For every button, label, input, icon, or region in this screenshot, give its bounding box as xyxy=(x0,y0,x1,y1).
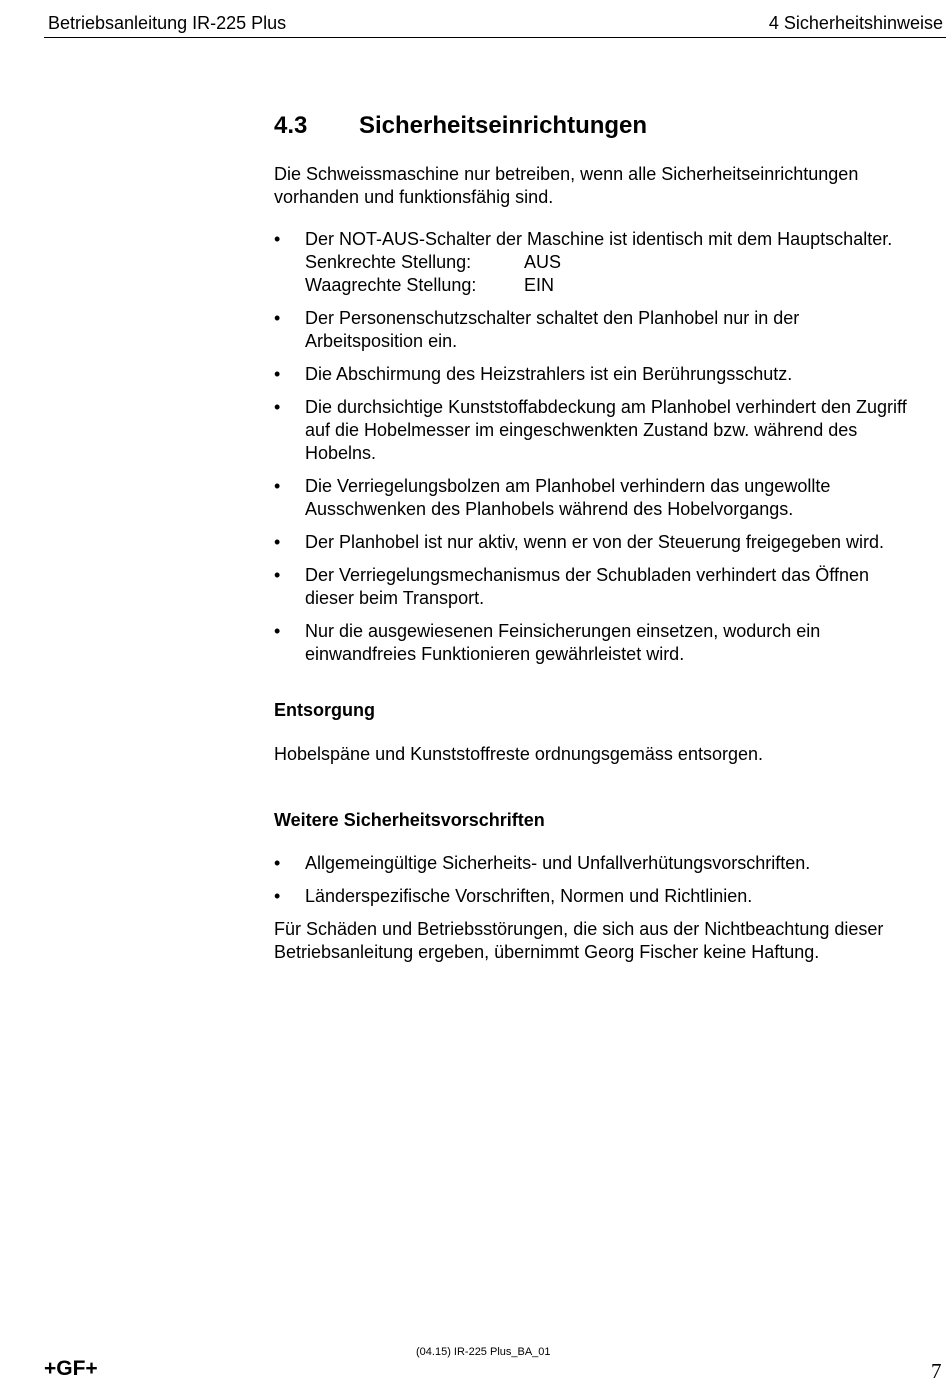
footer-document-code: (04.15) IR-225 Plus_BA_01 xyxy=(416,1346,551,1358)
switch-position-value: EIN xyxy=(524,275,555,295)
list-item xyxy=(274,564,934,610)
bullet-icon: • xyxy=(274,565,281,585)
bullet-icon: • xyxy=(274,886,281,906)
page-content xyxy=(274,108,934,964)
page-number: 7 xyxy=(931,1359,942,1383)
list-item xyxy=(274,396,934,465)
gf-logo: +GF+ xyxy=(44,1357,98,1380)
list-item xyxy=(274,531,934,554)
bullet-icon: • xyxy=(274,853,281,873)
bullet-icon: • xyxy=(274,229,281,249)
bullet-icon: • xyxy=(274,308,281,328)
disposal-heading: Entsorgung xyxy=(274,700,375,720)
list-item xyxy=(274,620,934,666)
section-title: Sicherheitseinrichtungen xyxy=(359,112,648,139)
disposal-text: Hobelspäne und Kunststoffreste ordnungsgemäss entsorgen. xyxy=(274,744,763,764)
list-item-text: Allgemeingültige Sicherheits- und Unfallverhütungsvorschriften. xyxy=(305,853,811,873)
list-item-text: Die durchsichtige Kunststoffabdeckung am Planhobel verhindert den Zugriff auf die Hobelmesser im eingeschwenkten Zustand bzw. während des Hobelns. xyxy=(305,397,907,463)
safety-devices-list xyxy=(274,228,934,666)
page-header xyxy=(44,0,946,38)
switch-position-label: Senkrechte Stellung: xyxy=(305,252,472,272)
list-item xyxy=(274,885,934,908)
section-intro: Die Schweissmaschine nur betreiben, wenn alle Sicherheitseinrichtungen vorhanden und funktionsfähig sind. xyxy=(274,164,859,207)
list-item-text: Nur die ausgewiesenen Feinsicherungen einsetzen, wodurch ein einwandfreies Funktionieren gewährleistet wird. xyxy=(305,621,821,664)
list-item-text: Die Abschirmung des Heizstrahlers ist ein Berührungsschutz. xyxy=(305,364,793,384)
liability-disclaimer: Für Schäden und Betriebsstörungen, die sich aus der Nichtbeachtung dieser Betriebsanleitung ergeben, übernimmt Georg Fischer keine Haftung. xyxy=(274,919,884,962)
bullet-icon: • xyxy=(274,397,281,417)
bullet-icon: • xyxy=(274,532,281,552)
header-chapter-title: 4 Sicherheitshinweise xyxy=(768,13,943,33)
list-item-text: Die Verriegelungsbolzen am Planhobel verhindern das ungewollte Ausschwenken des Planhobels während des Hobelvorgangs. xyxy=(305,476,831,519)
switch-position-row xyxy=(305,251,934,274)
further-regulations-heading: Weitere Sicherheitsvorschriften xyxy=(274,810,545,830)
list-item-text: Der NOT-AUS-Schalter der Maschine ist identisch mit dem Hauptschalter. xyxy=(305,229,893,249)
switch-positions xyxy=(305,251,934,297)
list-item-text: Der Verriegelungsmechanismus der Schubladen verhindert das Öffnen dieser beim Transport. xyxy=(305,565,869,608)
list-item-text: Länderspezifische Vorschriften, Normen und Richtlinien. xyxy=(305,886,753,906)
bullet-icon: • xyxy=(274,476,281,496)
list-item xyxy=(274,363,934,386)
header-document-title: Betriebsanleitung IR-225 Plus xyxy=(48,13,287,33)
switch-position-label: Waagrechte Stellung: xyxy=(305,275,477,295)
switch-position-value: AUS xyxy=(524,252,562,272)
bullet-icon: • xyxy=(274,621,281,641)
section-number: 4.3 xyxy=(274,112,308,139)
section-heading xyxy=(274,108,934,144)
list-item xyxy=(274,228,934,297)
list-item-text: Der Personenschutzschalter schaltet den Planhobel nur in der Arbeitsposition ein. xyxy=(305,308,800,351)
list-item xyxy=(274,475,934,521)
list-item-text: Der Planhobel ist nur aktiv, wenn er von der Steuerung freigegeben wird. xyxy=(305,532,884,552)
bullet-icon: • xyxy=(274,364,281,384)
list-item xyxy=(274,307,934,353)
switch-position-row xyxy=(305,274,934,297)
further-regulations-list xyxy=(274,852,934,908)
list-item xyxy=(274,852,934,875)
